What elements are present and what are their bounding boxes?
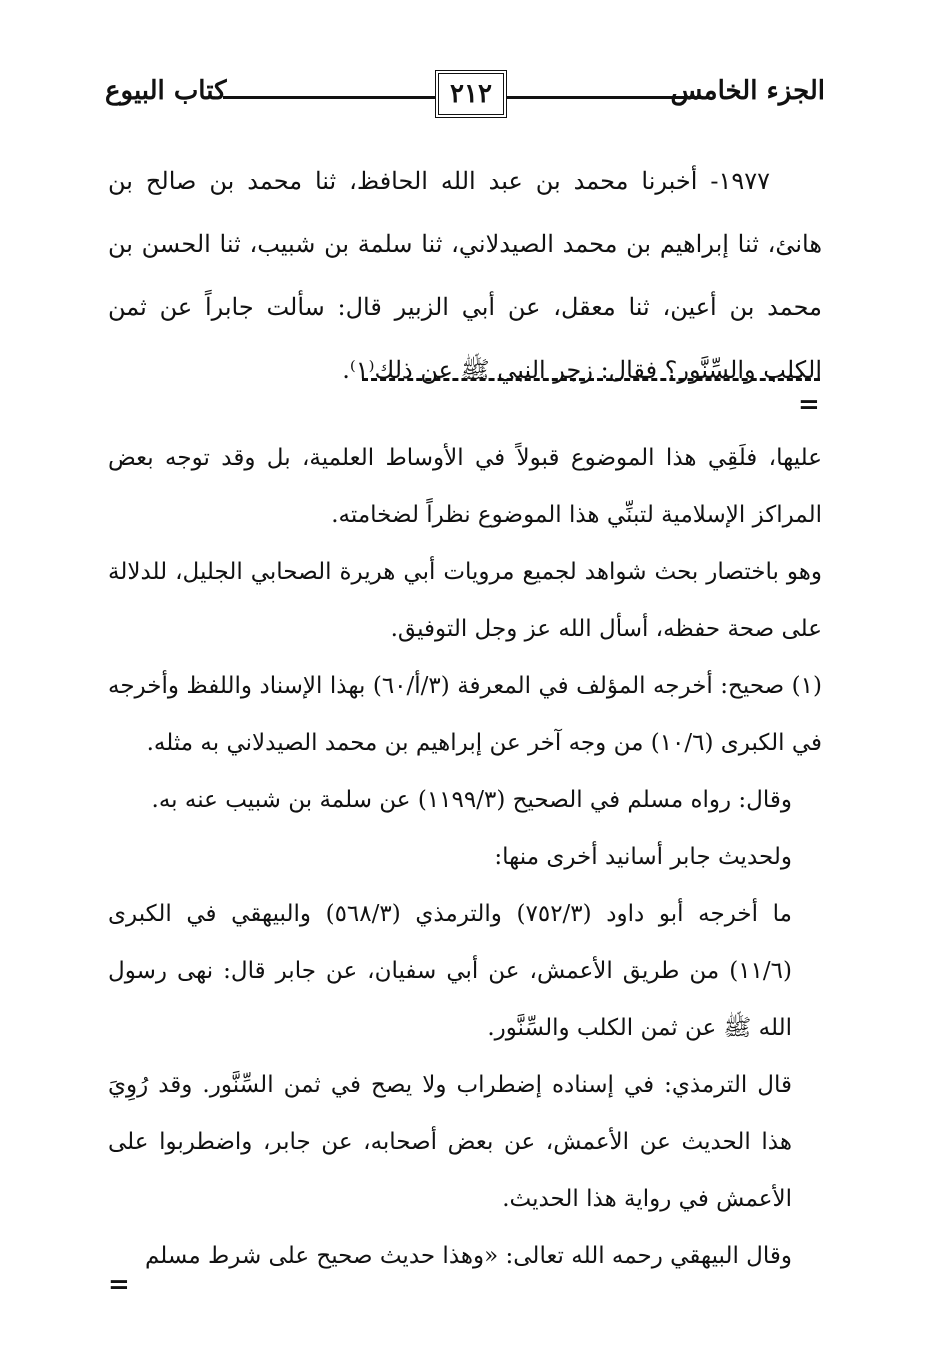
footnote-paragraph: ولحديث جابر أسانيد أخرى منها: bbox=[494, 844, 792, 870]
hadith-paragraph: ١٩٧٧- أخبرنا محمد بن عبد الله الحافظ، ثنا محمد بن صالح بن هانئ، ثنا إبراهيم بن محمد الصيدلاني، ثنا سلمة بن شبيب، ثنا الحسن بن محمد بن أعين، ثنا معقل، عن أبي الزبير قال: سألت جابراً عن ثمن الكلب والسِّنَّور؟ فقال: زجر النبي ﷺ عن ذلك⁽١⁾. bbox=[108, 167, 822, 384]
footnote-paragraph: وقال البيهقي رحمه الله تعالى: «وهذا حديث صحيح على شرط مسلم bbox=[144, 1243, 792, 1269]
page-header bbox=[105, 70, 825, 120]
footnote-paragraph: قال الترمذي: في إسناده إضطراب ولا يصح في ثمن السِّنَّور. وقد رُوِيَ هذا الحديث عن الأعمش، عن بعض أصحابه، عن جابر، واضطربوا على الأعمش في رواية هذا الحديث. bbox=[108, 1072, 792, 1212]
footnote-paragraph: وقال: رواه مسلم في الصحيح (١١٩٩/٣) عن سلمة بن شبيب عنه به. bbox=[151, 787, 792, 813]
continuation-mark: = bbox=[798, 390, 820, 420]
footnote-separator bbox=[362, 378, 820, 381]
footnote-marker: (١) bbox=[791, 673, 822, 699]
volume-title: الجزء الخامس bbox=[670, 76, 825, 106]
footnotes bbox=[108, 430, 822, 1285]
footnote-paragraph: ما أخرجه أبو داود (٧٥٢/٣) والترمذي (٥٦٨/٣) والبيهقي في الكبرى (١١/٦) من طريق الأعمش، عن أبي سفيان، عن جابر قال: نهى رسول الله ﷺ عن ثمن الكلب والسِّنَّور. bbox=[108, 901, 792, 1041]
continuation-line: عليها، فلَقِي هذا الموضوع قبولاً في الأوساط العلمية، بل وقد توجه بعض المراكز الإسلامية لتبنِّي هذا الموضوع نظراً لضخامته. bbox=[108, 445, 822, 528]
chapter-title: كتاب البيوع bbox=[105, 76, 227, 106]
footnote-1 bbox=[108, 658, 822, 1285]
footnote-text: صحيح: أخرجه المؤلف في المعرفة (٣/أ/٦٠) بهذا الإسناد واللفظ وأخرجه في الكبرى (١٠/٦) من وجه آخر عن إبراهيم بن محمد الصيدلاني به مثله. bbox=[108, 673, 822, 756]
continuation-line: وهو باختصار بحث شواهد لجميع مرويات أبي هريرة الصحابي الجليل، للدلالة على صحة حفظه، أسأل الله عز وجل التوفيق. bbox=[108, 559, 822, 642]
page-end-mark: = bbox=[108, 1270, 130, 1300]
hadith-text bbox=[108, 150, 822, 402]
page-number: ٢١٢ bbox=[435, 70, 507, 118]
footnote-paragraph bbox=[108, 658, 822, 772]
